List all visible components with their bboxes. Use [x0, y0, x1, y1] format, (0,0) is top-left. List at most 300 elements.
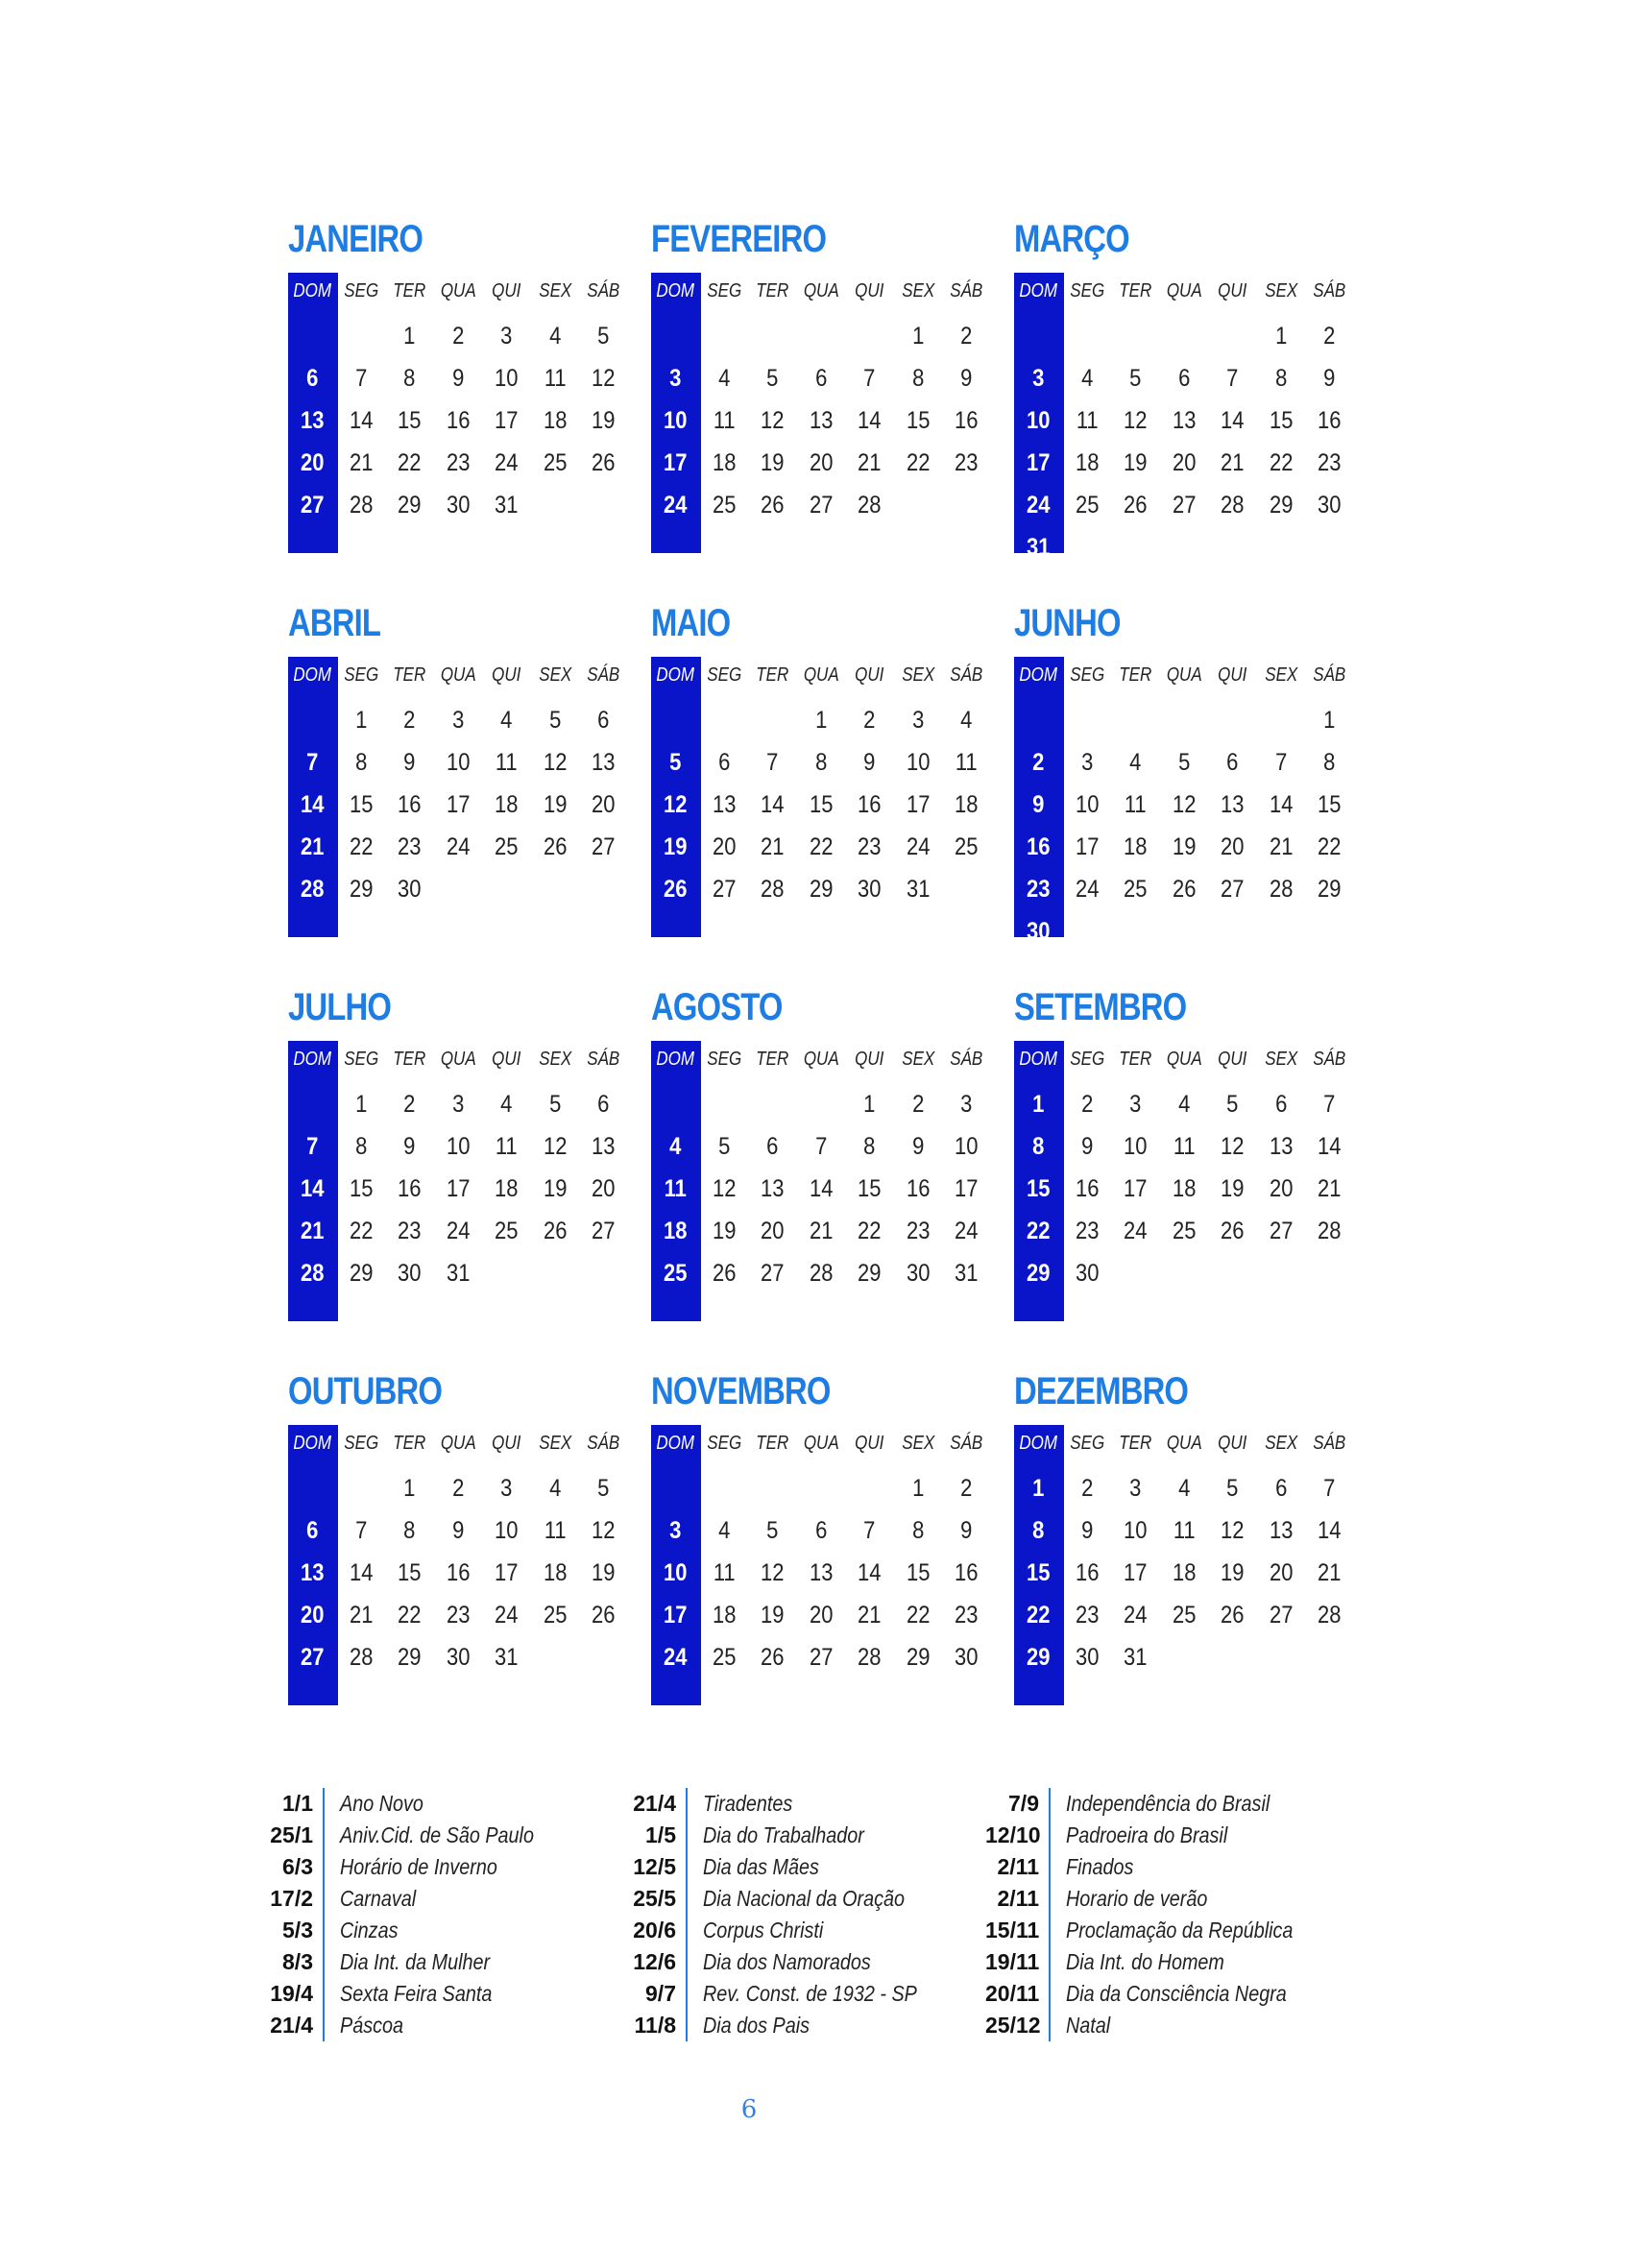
day-cell: 7 — [766, 748, 779, 776]
holiday-name: Dia da Consciência Negra — [1066, 1981, 1287, 2006]
day-cell: 17 — [446, 790, 470, 818]
month-junho — [1014, 597, 1354, 943]
day-cell: 2 — [1080, 1090, 1093, 1118]
weekday-header: QUI — [855, 1432, 884, 1454]
weekday-header: SEG — [343, 1432, 378, 1454]
weekday-header: SEG — [1069, 664, 1104, 686]
month-agosto — [651, 981, 991, 1327]
day-cell: 17 — [1124, 1174, 1148, 1202]
holiday-name: Ano Novo — [340, 1791, 423, 1816]
day-cell: 9 — [960, 364, 973, 392]
day-cell: 3 — [1129, 1090, 1142, 1118]
holiday-date: 8/3 — [282, 1949, 313, 1974]
day-cell: 28 — [858, 491, 882, 519]
weekday-header: DOM — [656, 1432, 695, 1454]
day-cell: 12 — [543, 748, 567, 776]
day-cell: 30 — [906, 1259, 930, 1287]
day-cell: 1 — [911, 1474, 924, 1502]
day-grid — [1014, 1033, 1354, 1294]
day-cell: 29 — [1027, 1259, 1051, 1287]
day-cell: 13 — [712, 790, 736, 818]
day-cell: 4 — [717, 1516, 730, 1544]
weekday-header: SÁB — [587, 1048, 620, 1070]
weekday-header: QUI — [855, 1048, 884, 1070]
day-cell: 25 — [955, 832, 979, 860]
day-cell: 30 — [955, 1643, 979, 1671]
weekday-header: TER — [393, 1432, 426, 1454]
empty-cell — [288, 1083, 337, 1125]
day-cell: 13 — [592, 1132, 616, 1160]
day-cell: 18 — [712, 1601, 736, 1629]
day-cell: 2 — [911, 1090, 924, 1118]
day-cell: 2 — [1323, 322, 1336, 350]
day-cell: 19 — [761, 1601, 785, 1629]
empty-cell — [700, 699, 749, 741]
holidays-list — [259, 1788, 1348, 2041]
weekday-header: QUI — [855, 279, 884, 302]
month-title: MARÇO — [1014, 218, 1129, 260]
weekday-header: QUA — [803, 1432, 839, 1454]
day-cell: 25 — [495, 832, 519, 860]
day-cell: 12 — [592, 364, 616, 392]
empty-cell — [288, 1467, 337, 1509]
day-cell: 10 — [446, 748, 470, 776]
weekday-header: SÁB — [587, 664, 620, 686]
day-cell: 26 — [1172, 875, 1196, 903]
holiday-date: 7/9 — [1008, 1791, 1039, 1816]
day-grid — [651, 265, 991, 526]
holiday-name: Proclamação da República — [1066, 1918, 1294, 1942]
day-cell: 26 — [761, 1643, 785, 1671]
holiday-date: 20/11 — [985, 1981, 1040, 2006]
day-cell: 23 — [398, 832, 422, 860]
day-cell: 6 — [717, 748, 730, 776]
day-cell: 25 — [1075, 491, 1099, 519]
day-cell: 3 — [911, 706, 924, 734]
weekday-header: SEG — [1069, 1432, 1104, 1454]
day-cell: 27 — [1269, 1217, 1293, 1244]
day-cell: 27 — [301, 1643, 325, 1671]
holiday-dates — [622, 1788, 688, 2041]
weekday-header: SÁB — [1313, 279, 1346, 302]
day-cell: 1 — [354, 1090, 367, 1118]
empty-cell — [337, 315, 386, 357]
day-cell: 21 — [1269, 832, 1293, 860]
day-cell: 23 — [1027, 875, 1051, 903]
day-cell: 7 — [1274, 748, 1287, 776]
day-cell: 26 — [712, 1259, 736, 1287]
empty-cell — [748, 1467, 797, 1509]
day-cell: 22 — [398, 448, 422, 476]
day-cell: 6 — [306, 1516, 319, 1544]
month-grid — [1014, 265, 1354, 561]
holiday-name: Corpus Christi — [703, 1918, 824, 1942]
day-cell: 29 — [349, 1259, 373, 1287]
day-cell: 1 — [1274, 322, 1287, 350]
day-grid — [651, 649, 991, 910]
day-cell: 7 — [354, 364, 367, 392]
day-cell: 22 — [349, 832, 373, 860]
day-cell: 13 — [301, 1558, 325, 1586]
day-cell: 3 — [1080, 748, 1093, 776]
month-title: OUTUBRO — [288, 1370, 443, 1412]
holiday-date: 12/5 — [633, 1854, 676, 1879]
day-cell: 11 — [1173, 1132, 1196, 1160]
empty-cell — [1111, 699, 1160, 741]
weekday-header: SEX — [1264, 1432, 1297, 1454]
day-cell: 7 — [1323, 1474, 1336, 1502]
weekday-header: SEX — [538, 1048, 571, 1070]
day-grid — [651, 1417, 991, 1678]
month-março — [1014, 213, 1354, 559]
holiday-date: 2/11 — [997, 1854, 1039, 1879]
day-cell: 15 — [349, 1174, 373, 1202]
day-cell: 6 — [814, 364, 827, 392]
month-maio — [651, 597, 991, 943]
day-cell: 22 — [1027, 1601, 1051, 1629]
day-cell: 28 — [1221, 491, 1245, 519]
holiday-name: Dia Int. do Homem — [1066, 1949, 1224, 1974]
day-cell: 4 — [669, 1132, 682, 1160]
day-cell: 1 — [1323, 706, 1336, 734]
day-cell: 14 — [349, 406, 373, 434]
holiday-dates — [985, 1788, 1051, 2041]
day-cell: 3 — [1129, 1474, 1142, 1502]
empty-cell — [748, 315, 797, 357]
day-cell: 29 — [906, 1643, 930, 1671]
holiday-names — [688, 1788, 985, 2041]
day-cell: 24 — [1124, 1217, 1148, 1244]
month-title: JULHO — [288, 986, 392, 1028]
holiday-date: 19/4 — [270, 1981, 313, 2006]
day-cell: 9 — [911, 1132, 924, 1160]
weekday-header: QUA — [803, 1048, 839, 1070]
month-julho — [288, 981, 628, 1327]
weekday-header: DOM — [656, 1048, 695, 1070]
day-cell: 4 — [717, 364, 730, 392]
day-cell: 11 — [1124, 790, 1147, 818]
weekday-header: DOM — [293, 1048, 332, 1070]
day-cell: 11 — [544, 1516, 567, 1544]
day-cell: 25 — [1172, 1601, 1196, 1629]
day-cell: 24 — [1075, 875, 1099, 903]
holiday-names — [325, 1788, 622, 2041]
day-cell: 4 — [548, 322, 561, 350]
day-cell: 18 — [543, 406, 567, 434]
day-grid — [288, 265, 628, 526]
day-cell: 12 — [1221, 1132, 1245, 1160]
day-cell: 3 — [1032, 364, 1045, 392]
day-cell: 21 — [349, 448, 373, 476]
day-cell: 20 — [1269, 1174, 1293, 1202]
empty-cell — [797, 1467, 846, 1509]
month-dezembro — [1014, 1365, 1354, 1711]
weekday-header: DOM — [656, 279, 695, 302]
holiday-column — [985, 1788, 1348, 2041]
weekday-header: QUI — [492, 1048, 521, 1070]
holiday-date: 15/11 — [985, 1918, 1040, 1942]
weekday-header: SÁB — [950, 1432, 983, 1454]
day-cell: 24 — [906, 832, 930, 860]
day-cell: 18 — [1124, 832, 1148, 860]
day-cell: 30 — [1318, 491, 1342, 519]
day-cell: 12 — [592, 1516, 616, 1544]
day-cell: 30 — [1075, 1643, 1099, 1671]
day-cell: 31 — [1124, 1643, 1148, 1671]
day-cell: 16 — [906, 1174, 930, 1202]
day-cell: 15 — [809, 790, 833, 818]
month-grid — [288, 649, 628, 937]
holiday-date: 25/5 — [633, 1886, 676, 1911]
day-cell: 6 — [1274, 1090, 1287, 1118]
day-cell: 10 — [495, 364, 519, 392]
holiday-name: Independência do Brasil — [1066, 1791, 1270, 1816]
empty-cell — [1257, 699, 1306, 741]
day-cell: 24 — [1124, 1601, 1148, 1629]
weekday-header: SÁB — [950, 279, 983, 302]
day-cell: 27 — [301, 491, 325, 519]
day-cell: 13 — [1269, 1516, 1293, 1544]
day-cell: 3 — [500, 1474, 513, 1502]
month-grid — [288, 1417, 628, 1705]
month-outubro — [288, 1365, 628, 1711]
holiday-name: Padroeira do Brasil — [1066, 1822, 1228, 1847]
day-cell: 25 — [712, 491, 736, 519]
day-cell: 17 — [664, 1601, 688, 1629]
holiday-date: 6/3 — [282, 1854, 313, 1879]
empty-cell — [288, 699, 337, 741]
day-cell: 28 — [1318, 1601, 1342, 1629]
day-cell: 25 — [543, 1601, 567, 1629]
day-cell: 17 — [1075, 832, 1099, 860]
weekday-header: TER — [756, 279, 789, 302]
month-grid — [288, 265, 628, 553]
holiday-name: Dia das Mães — [703, 1854, 819, 1879]
day-cell: 21 — [1318, 1174, 1342, 1202]
month-grid — [1014, 1033, 1354, 1321]
weekday-header: QUI — [492, 664, 521, 686]
day-cell: 18 — [664, 1217, 688, 1244]
empty-cell — [337, 1467, 386, 1509]
day-grid — [1014, 649, 1354, 953]
day-cell: 4 — [500, 1090, 513, 1118]
empty-cell — [845, 1467, 894, 1509]
day-cell: 3 — [500, 322, 513, 350]
weekday-header: SEG — [1069, 279, 1104, 302]
weekday-header: TER — [756, 1048, 789, 1070]
months-grid — [288, 213, 1354, 1711]
day-cell: 12 — [1221, 1516, 1245, 1544]
day-cell: 25 — [543, 448, 567, 476]
day-cell: 26 — [592, 448, 616, 476]
holiday-name: Sexta Feira Santa — [340, 1981, 493, 2006]
day-cell: 9 — [451, 364, 464, 392]
day-cell: 8 — [1274, 364, 1287, 392]
weekday-header: TER — [1119, 664, 1152, 686]
day-cell: 1 — [814, 706, 827, 734]
day-cell: 14 — [301, 790, 325, 818]
day-cell: 3 — [451, 1090, 464, 1118]
day-cell: 27 — [761, 1259, 785, 1287]
day-cell: 20 — [592, 1174, 616, 1202]
holiday-date: 1/1 — [282, 1791, 313, 1816]
weekday-header: SEG — [706, 664, 741, 686]
weekday-header: QUA — [803, 279, 839, 302]
day-cell: 8 — [863, 1132, 876, 1160]
holiday-date: 9/7 — [645, 1981, 676, 2006]
day-cell: 17 — [1027, 448, 1051, 476]
day-cell: 27 — [809, 491, 833, 519]
day-cell: 8 — [354, 748, 367, 776]
day-cell: 1 — [403, 322, 416, 350]
weekday-header: SEX — [538, 664, 571, 686]
day-cell: 16 — [858, 790, 882, 818]
day-cell: 18 — [495, 1174, 519, 1202]
day-cell: 26 — [1221, 1217, 1245, 1244]
day-grid — [288, 1417, 628, 1678]
day-cell: 11 — [544, 364, 567, 392]
weekday-header: QUI — [855, 664, 884, 686]
weekday-header: SEX — [538, 279, 571, 302]
day-cell: 31 — [1027, 533, 1051, 561]
day-cell: 20 — [712, 832, 736, 860]
day-cell: 15 — [1027, 1174, 1051, 1202]
day-cell: 30 — [1027, 917, 1051, 945]
weekday-header: QUA — [440, 1432, 476, 1454]
day-cell: 28 — [301, 1259, 325, 1287]
day-cell: 1 — [1032, 1090, 1045, 1118]
weekday-header: SEG — [706, 1048, 741, 1070]
weekday-header: QUI — [1218, 279, 1247, 302]
weekday-header: QUA — [1166, 664, 1202, 686]
day-cell: 23 — [1318, 448, 1342, 476]
empty-cell — [748, 1083, 797, 1125]
day-cell: 12 — [543, 1132, 567, 1160]
day-cell: 6 — [766, 1132, 779, 1160]
day-cell: 22 — [809, 832, 833, 860]
day-cell: 2 — [403, 706, 416, 734]
weekday-header: SÁB — [950, 664, 983, 686]
month-title: SETEMBRO — [1014, 986, 1187, 1028]
holiday-date: 2/11 — [997, 1886, 1039, 1911]
day-cell: 3 — [669, 364, 682, 392]
weekday-header: SEG — [706, 1432, 741, 1454]
day-cell: 2 — [1032, 748, 1045, 776]
day-cell: 10 — [495, 1516, 519, 1544]
day-cell: 29 — [1027, 1643, 1051, 1671]
holiday-dates — [259, 1788, 325, 2041]
day-cell: 6 — [306, 364, 319, 392]
day-cell: 14 — [301, 1174, 325, 1202]
day-grid — [288, 649, 628, 910]
day-cell: 26 — [761, 491, 785, 519]
day-cell: 25 — [712, 1643, 736, 1671]
weekday-header: QUI — [1218, 1432, 1247, 1454]
day-cell: 28 — [858, 1643, 882, 1671]
empty-cell — [845, 315, 894, 357]
day-cell: 20 — [761, 1217, 785, 1244]
month-title: JANEIRO — [288, 218, 423, 260]
day-cell: 28 — [349, 1643, 373, 1671]
day-cell: 10 — [1027, 406, 1051, 434]
day-cell: 18 — [712, 448, 736, 476]
day-cell: 27 — [712, 875, 736, 903]
day-cell: 19 — [592, 1558, 616, 1586]
day-cell: 11 — [1076, 406, 1099, 434]
day-cell: 8 — [403, 1516, 416, 1544]
weekday-header: TER — [393, 664, 426, 686]
day-cell: 1 — [911, 322, 924, 350]
day-cell: 13 — [1221, 790, 1245, 818]
weekday-header: QUA — [440, 1048, 476, 1070]
holiday-date: 19/11 — [985, 1949, 1040, 1974]
weekday-header: TER — [393, 279, 426, 302]
holiday-column — [259, 1788, 622, 2041]
weekday-header: DOM — [1019, 279, 1058, 302]
holiday-date: 11/8 — [634, 2013, 676, 2038]
day-cell: 21 — [761, 832, 785, 860]
day-cell: 10 — [906, 748, 930, 776]
day-cell: 17 — [1124, 1558, 1148, 1586]
weekday-header: SEG — [343, 1048, 378, 1070]
day-cell: 9 — [403, 1132, 416, 1160]
weekday-header: TER — [393, 1048, 426, 1070]
holiday-date: 12/10 — [985, 1822, 1041, 1847]
day-cell: 26 — [1221, 1601, 1245, 1629]
holiday-name: Dia do Trabalhador — [703, 1822, 864, 1847]
weekday-header: SEG — [343, 279, 378, 302]
weekday-header: SEX — [538, 1432, 571, 1454]
day-cell: 6 — [597, 706, 610, 734]
day-cell: 9 — [863, 748, 876, 776]
weekday-header: DOM — [293, 279, 332, 302]
day-cell: 31 — [906, 875, 930, 903]
day-cell: 5 — [548, 706, 561, 734]
holiday-name: Cinzas — [340, 1918, 399, 1942]
day-cell: 5 — [669, 748, 682, 776]
day-cell: 12 — [761, 1558, 785, 1586]
holiday-name: Natal — [1066, 2013, 1111, 2038]
day-cell: 29 — [1269, 491, 1293, 519]
holiday-name: Finados — [1066, 1854, 1134, 1879]
day-cell: 29 — [858, 1259, 882, 1287]
day-cell: 5 — [597, 1474, 610, 1502]
empty-cell — [1208, 315, 1257, 357]
month-grid — [288, 1033, 628, 1321]
day-cell: 8 — [403, 364, 416, 392]
day-grid — [1014, 265, 1354, 568]
day-cell: 24 — [955, 1217, 979, 1244]
day-cell: 5 — [717, 1132, 730, 1160]
day-cell: 19 — [761, 448, 785, 476]
day-cell: 9 — [1080, 1516, 1093, 1544]
day-cell: 10 — [664, 406, 688, 434]
day-cell: 21 — [809, 1217, 833, 1244]
weekday-header: SÁB — [950, 1048, 983, 1070]
day-cell: 22 — [906, 448, 930, 476]
weekday-header: SÁB — [1313, 1432, 1346, 1454]
day-cell: 6 — [597, 1090, 610, 1118]
weekday-header: SÁB — [1313, 1048, 1346, 1070]
day-cell: 9 — [1032, 790, 1045, 818]
month-title: ABRIL — [288, 602, 381, 644]
day-cell: 15 — [1269, 406, 1293, 434]
day-cell: 19 — [543, 1174, 567, 1202]
month-title: AGOSTO — [651, 986, 783, 1028]
day-cell: 14 — [1318, 1132, 1342, 1160]
day-cell: 4 — [548, 1474, 561, 1502]
day-cell: 13 — [1269, 1132, 1293, 1160]
